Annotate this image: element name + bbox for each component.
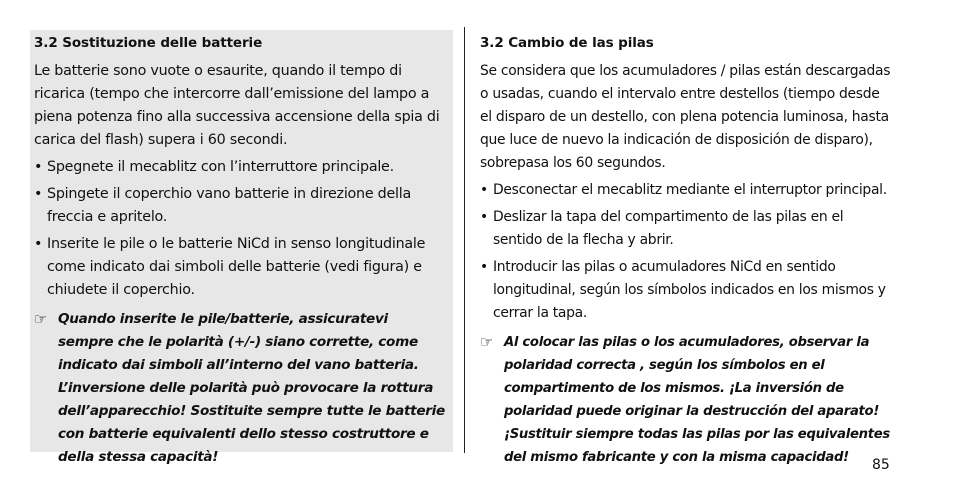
bullet-icon: •: [480, 259, 488, 275]
list-item: [480, 256, 892, 325]
bullet-icon: •: [34, 236, 43, 252]
section-heading-es: 3.2 Cambio de las pilas: [480, 35, 654, 51]
bullet-list-es: [480, 179, 892, 325]
warning-note-es: [480, 331, 892, 469]
pointing-hand-icon: ☞: [480, 333, 494, 351]
warning-note-it: [34, 308, 447, 469]
list-item-text: Spingete il coperchio vano batterie in direzione della freccia e apritelo.: [47, 186, 412, 225]
list-item: [34, 183, 447, 229]
list-item-text: Spegnete il mecablitz con l’interruttore principale.: [47, 159, 394, 175]
bullet-icon: •: [34, 186, 43, 202]
list-item: [34, 233, 447, 302]
list-item-text: Deslizar la tapa del compartimento de las pilas en el sentido de la flecha y abrir.: [493, 209, 844, 248]
list-item-text: Introducir las pilas o acumuladores NiCd en sentido longitudinal, según los símbolos indicados en los mismos y cerrar la tapa.: [493, 259, 886, 321]
bullet-icon: •: [480, 182, 488, 198]
bullet-icon: •: [34, 159, 43, 175]
warning-note-text: Al colocar las pilas o los acumuladores, observar la polaridad correcta , según los símbolos en el compartimento de los mismos. ¡La inversión de polaridad puede originar la destrucción del aparato! ¡Sustituir siempre todas las pilas por las equivalentes del mismo fabricante y con la misma capacidad!: [504, 335, 890, 465]
list-item: [34, 156, 447, 179]
list-item-text: Desconectar el mecablitz mediante el interruptor principal.: [493, 182, 887, 198]
section-heading-it: 3.2 Sostituzione delle batterie: [34, 35, 263, 51]
italian-column: [30, 30, 453, 465]
pointing-hand-icon: ☞: [34, 310, 48, 328]
list-item: [480, 179, 892, 202]
bullet-list-it: [34, 156, 447, 302]
intro-paragraph-it: Le batterie sono vuote o esaurite, quando il tempo di ricarica (tempo che intercorre dall’emissione del lampo a piena potenza fino alla successiva accensione della spia di carica del flash) supera i 60 secondi.: [34, 63, 440, 148]
page-number: 85: [872, 457, 890, 473]
spanish-column: [478, 30, 896, 469]
bullet-icon: •: [480, 209, 488, 225]
warning-note-text: Quando inserite le pile/batterie, assicuratevi sempre che le polarità (+/-) siano corrette, come indicato dai simboli all’interno del vano batteria. L’inversione delle polarità può provocare la rottura dell’apparecchio! Sostituite sempre tutte le batterie con batterie equivalenti dello stesso costruttore e della stessa capacità!: [58, 311, 445, 465]
list-item-text: Inserite le pile o le batterie NiCd in senso longitudinale come indicato dai simboli delle batterie (vedi figura) e chiudete il coperchio.: [47, 236, 426, 298]
column-divider: [464, 27, 465, 453]
list-item: [480, 206, 892, 252]
intro-paragraph-es: Se considera que los acumuladores / pilas están descargadas o usadas, cuando el intervalo entre destellos (tiempo desde el disparo de un destello, con plena potencia luminosa, hasta que luce de nuevo la indicación de disposición de disparo), sobrepasa los 60 segundos.: [480, 63, 891, 171]
